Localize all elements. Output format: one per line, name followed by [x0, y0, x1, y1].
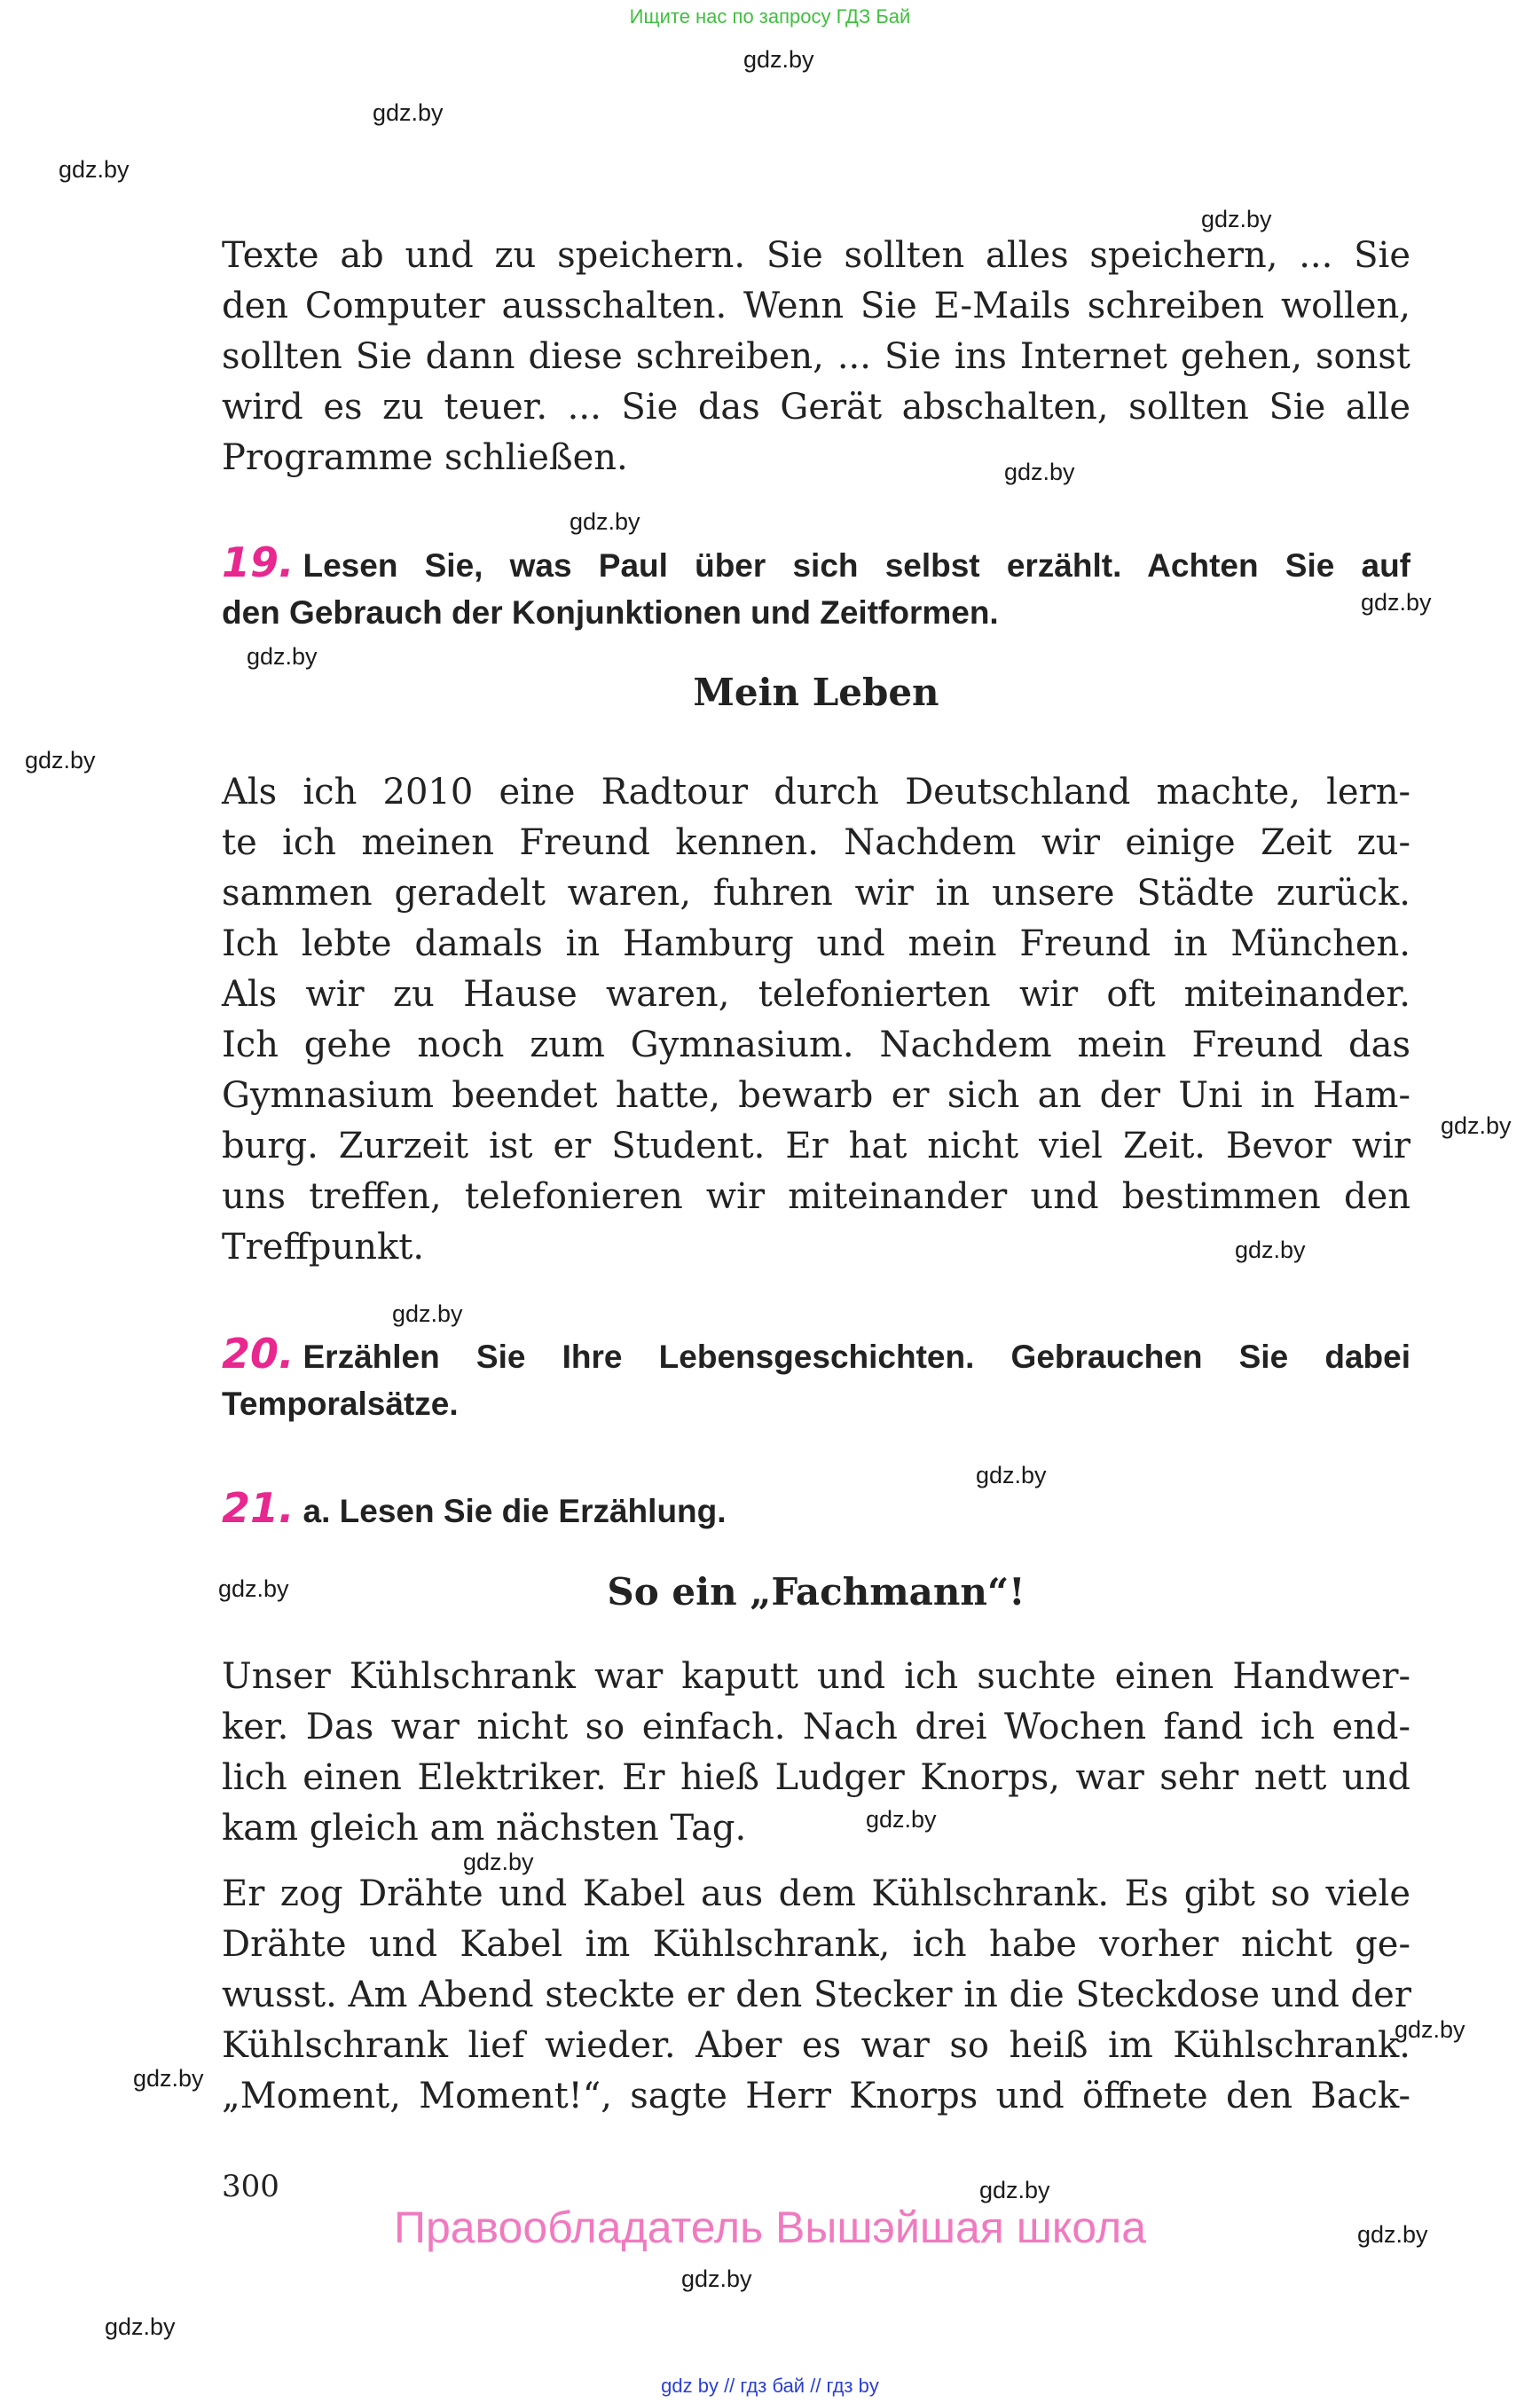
watermark: gdz.by: [463, 1849, 534, 1875]
watermark: gdz.by: [570, 508, 640, 535]
text-line: te ich meinen Freund kennen. Nachdem wir einige Zeit zu-: [222, 822, 1410, 863]
task-number: 20.: [222, 1330, 295, 1378]
rights-holder: Правообладатель Вышэйшая школа: [394, 2203, 1146, 2252]
story-title: Mein Leben: [693, 671, 939, 714]
watermark: gdz.by: [392, 1300, 463, 1327]
text-line: lich einen Elektriker. Er hieß Ludger Knorps, war sehr nett und: [222, 1757, 1410, 1798]
watermark: gdz.by: [133, 2065, 204, 2092]
text-line: „Moment, Moment!“, sagte Herr Knorps und öffnete den Back-: [222, 2076, 1410, 2116]
watermark: gdz.by: [979, 2177, 1050, 2203]
text-line: Drähte und Kabel im Kühlschrank, ich habe vorher nicht ge-: [222, 1924, 1410, 1965]
text-line: Texte ab und zu speichern. Sie sollten alles speichern, ... Sie: [222, 235, 1410, 276]
text-line: burg. Zurzeit ist er Student. Er hat nicht viel Zeit. Bevor wir: [222, 1126, 1410, 1166]
intro-paragraph: [222, 231, 1410, 483]
page-number: 300: [222, 2169, 279, 2204]
task-number: 21.: [222, 1484, 295, 1532]
watermark: gdz.by: [373, 99, 444, 126]
task-line: [222, 1331, 1410, 1380]
watermark: gdz.by: [1004, 459, 1075, 485]
watermark: gdz.by: [1235, 1237, 1306, 1263]
text-line: Ich lebte damals in Hamburg und mein Freund in München.: [222, 923, 1410, 964]
task-text: Lesen Sie, was Paul über sich selbst erzählt. Achten Sie auf: [302, 547, 1410, 584]
text-line: Als ich 2010 eine Radtour durch Deutschland machte, lern-: [222, 772, 1410, 813]
text-line: Als wir zu Hause waren, telefonierten wir oft miteinander.: [222, 974, 1410, 1015]
text-line: wird es zu teuer. ... Sie das Gerät abschalten, sollten Sie alle: [222, 387, 1410, 428]
text-line: sollten Sie dann diese schreiben, ... Sie ins Internet gehen, sonst: [222, 336, 1410, 377]
task-text: a. Lesen Sie die Erzählung.: [302, 1493, 727, 1529]
text-line: Kühlschrank lief wieder. Aber es war so heiß im Kühlschrank.: [222, 2025, 1410, 2066]
text-line: Ich gehe noch zum Gymnasium. Nachdem mein Freund das: [222, 1025, 1410, 1065]
task-number: 19.: [222, 538, 295, 586]
watermark: gdz.by: [681, 2266, 752, 2292]
text-line: Er zog Drähte und Kabel aus dem Kühlschrank. Es gibt so viele: [222, 1873, 1410, 1914]
task-20: [222, 1331, 1410, 1427]
text-line: Programme schließen.: [222, 437, 628, 478]
watermark: gdz.by: [743, 46, 814, 73]
text-line: Treffpunkt.: [222, 1227, 425, 1268]
text-line: uns treffen, telefonieren wir miteinander und bestimmen den: [222, 1176, 1410, 1217]
story-title: So ein „Fachmann“!: [607, 1570, 1025, 1614]
watermark: gdz.by: [866, 1806, 937, 1833]
watermark: gdz.by: [25, 747, 96, 774]
watermark: gdz.by: [1441, 1112, 1512, 1139]
text-line: wusst. Am Abend steckte er den Stecker in die Steckdose und der: [222, 1975, 1411, 2015]
text-line: kam gleich am nächsten Tag.: [222, 1808, 747, 1849]
text-line: Gymnasium beendet hatte, bewarb er sich an der Uni in Ham-: [222, 1075, 1410, 1116]
story-paragraph: [222, 767, 1410, 1273]
task-line: Temporalsätze.: [222, 1386, 459, 1422]
story-paragraph: [222, 1652, 1410, 1854]
task-text: Erzählen Sie Ihre Lebensgeschichten. Gebrauchen Sie dabei: [302, 1339, 1410, 1375]
text-line: den Computer ausschalten. Wenn Sie E-Mails schreiben wollen,: [222, 286, 1410, 326]
text-line: Unser Kühlschrank war kaputt und ich suchte einen Handwer-: [222, 1656, 1410, 1697]
watermark: gdz.by: [1201, 206, 1272, 232]
watermark: gdz.by: [1395, 2016, 1465, 2043]
watermark: gdz.by: [1357, 2221, 1428, 2248]
footer-links: gdz by // гдз бай // гдз by: [661, 2375, 879, 2397]
top-banner: Ищите нас по запросу ГДЗ Бай: [629, 5, 911, 27]
story-paragraph: [222, 1869, 1410, 2122]
task-line: [222, 539, 1410, 589]
task-19: [222, 539, 1410, 636]
watermark: gdz.by: [105, 2313, 176, 2340]
watermark: gdz.by: [247, 643, 318, 670]
task-line: den Gebrauch der Konjunktionen und Zeitformen.: [222, 594, 999, 631]
watermark: gdz.by: [59, 156, 130, 183]
text-line: ker. Das war nicht so einfach. Nach drei Wochen fand ich end-: [222, 1707, 1410, 1747]
task-line: [222, 1485, 1410, 1535]
text-line: sammen geradelt waren, fuhren wir in unsere Städte zurück.: [222, 873, 1410, 914]
task-21: [222, 1485, 1410, 1535]
watermark: gdz.by: [1361, 589, 1432, 616]
watermark: gdz.by: [218, 1575, 289, 1602]
watermark: gdz.by: [976, 1462, 1047, 1488]
